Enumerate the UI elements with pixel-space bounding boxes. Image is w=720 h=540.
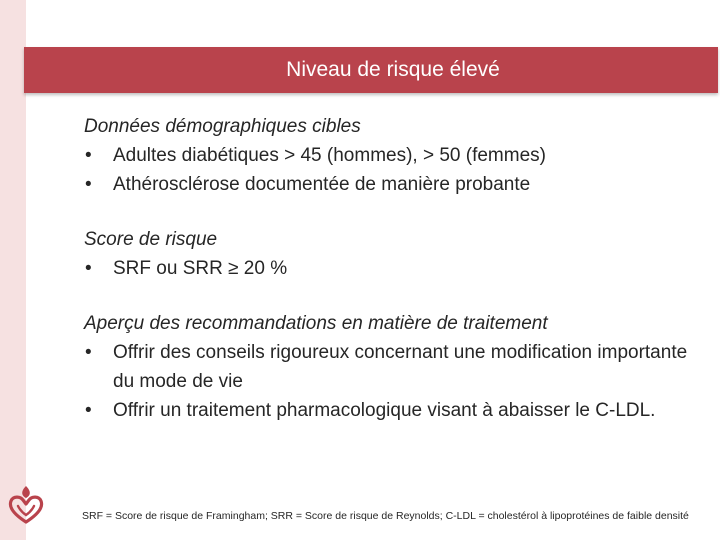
bullet-item: • Offrir un traitement pharmacologique visant à abaisser le C-LDL. [84, 396, 704, 425]
bullet-item: • Offrir des conseils rigoureux concernant une modification importante du mode de vie [84, 338, 704, 396]
title-bar [24, 47, 718, 93]
bullet-item: • Athérosclérose documentée de manière probante [84, 170, 704, 199]
bullet-item: • SRF ou SRR ≥ 20 % [84, 254, 704, 283]
section-target-demographics [84, 112, 704, 199]
footnote: SRF = Score de risque de Framingham; SRR = Score de risque de Reynolds; C-LDL = cholestérol à lipoprotéines de faible densité [82, 510, 689, 522]
section-treatment-overview [84, 309, 704, 425]
section-heading: Aperçu des recommandations en matière de traitement [84, 313, 548, 334]
section-risk-score [84, 225, 704, 283]
slide-content [84, 112, 704, 451]
section-heading: Score de risque [84, 229, 218, 250]
section-heading: Données démographiques cibles [84, 116, 361, 137]
bullet-list [84, 254, 704, 283]
slide-title: Niveau de risque élevé [286, 58, 500, 81]
bullet-item: • Adultes diabétiques > 45 (hommes), > 50 (femmes) [84, 141, 704, 170]
bullet-list [84, 141, 704, 199]
heart-flame-logo-icon [6, 482, 46, 528]
bullet-list [84, 338, 704, 425]
left-decorative-band [0, 0, 26, 540]
